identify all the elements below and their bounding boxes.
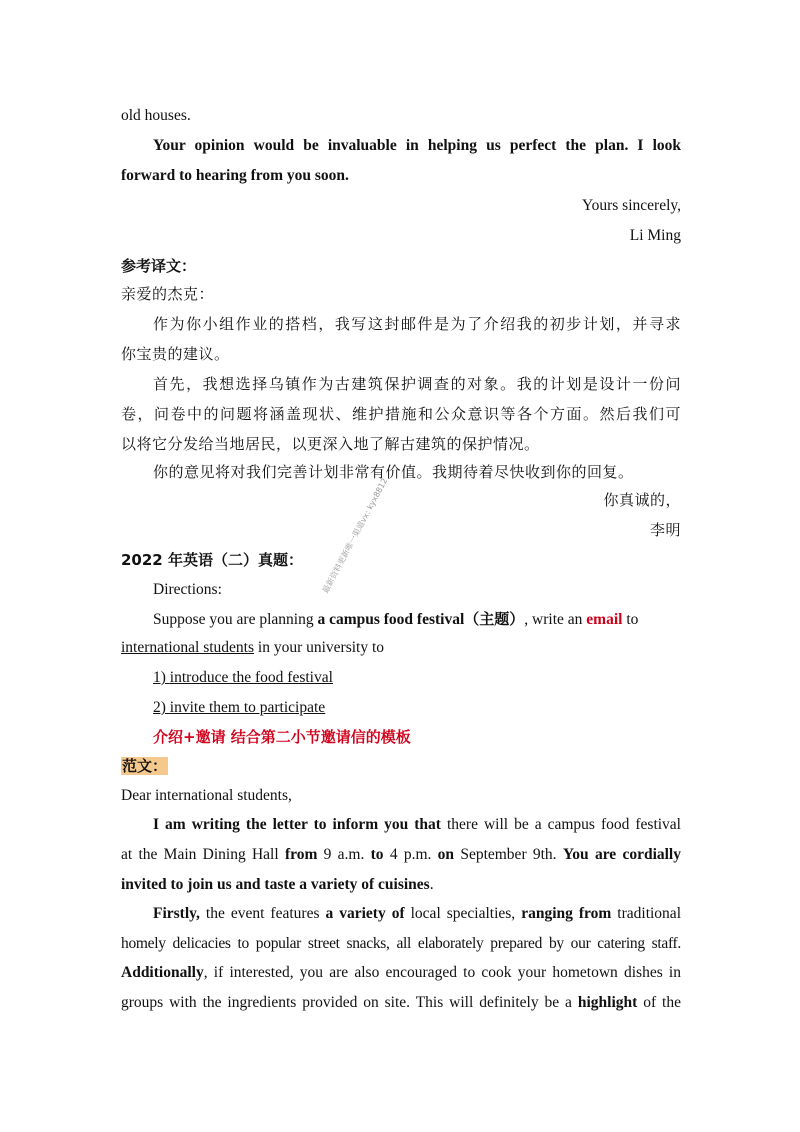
item-number: 2) (153, 699, 170, 716)
text: 你的意见将对我们完善计划非常有价值。我期待着尽快收到你的回复。 (153, 463, 634, 481)
text: 参考译文： (121, 257, 197, 275)
bold-text: I am writing the letter to inform you that (153, 816, 441, 833)
text: 卷，问卷中的问题将涵盖现状、维护措施和公众意识等各个方面。然后我们可 (121, 405, 681, 423)
letter-greeting (121, 786, 681, 806)
paragraph-line (153, 136, 681, 156)
text: in your university to (254, 639, 385, 656)
paragraph-line (153, 904, 681, 924)
text: 你宝贵的建议。 (121, 345, 230, 363)
directions-label (153, 580, 681, 600)
text: old houses. (121, 107, 191, 124)
text: local specialties, (404, 905, 522, 922)
paragraph-line (121, 934, 681, 954)
task-item (153, 698, 681, 718)
text: forward to hearing from you soon. (121, 167, 349, 184)
text: 介绍+邀请 结合第二小节邀请信的模板 (153, 728, 411, 746)
bold-text: highlight (577, 994, 638, 1011)
bold-text: to (370, 846, 384, 863)
text: the event features (199, 905, 326, 922)
text: , if interested, you are also encouraged to cook your hometown dishes in (203, 964, 681, 981)
text: 你真诚的， (603, 491, 681, 509)
task-line (153, 609, 681, 630)
task-line (121, 638, 681, 658)
text: 作为你小组作业的搭档，我写这封邮件是为了介绍我的初步计划，并寻求 (153, 315, 681, 333)
text: . (429, 876, 434, 893)
topic-note: （主题） (464, 610, 525, 628)
translation-line (121, 404, 681, 424)
red-note (153, 727, 681, 747)
bold-text: invited to join us and taste a variety of cuisines (121, 876, 430, 893)
text: 4 p.m. (383, 846, 438, 863)
paragraph-line (121, 993, 681, 1013)
email-keyword: email (586, 611, 623, 628)
letter-closing (121, 196, 681, 216)
bold-text: a variety of (325, 905, 405, 922)
text: September 9th. (454, 846, 563, 863)
translation-greeting (121, 284, 681, 304)
task-item (153, 668, 681, 688)
bold-text: ranging from (521, 905, 612, 922)
text: to (622, 611, 639, 628)
underlined-text: international students (121, 639, 255, 656)
text: 以将它分发给当地居民，以更深入地了解古建筑的保护情况。 (121, 435, 540, 453)
paragraph-line (121, 875, 681, 895)
paragraph-line (121, 963, 681, 983)
text: Your opinion would be invaluable in helping us perfect the plan. I look (153, 137, 681, 154)
bold-text: You are cordially (562, 846, 681, 863)
text: traditional (611, 905, 681, 922)
highlighted-heading: 范文： (122, 757, 168, 775)
text: Li Ming (629, 227, 681, 244)
letter-signature (121, 226, 681, 246)
paragraph-line (153, 815, 681, 835)
translation-line (121, 344, 681, 364)
section-heading (121, 256, 681, 276)
text: at the Main Dining Hall (121, 846, 285, 863)
section-heading (121, 756, 681, 776)
bold-text: Additionally (121, 964, 204, 981)
text: , write an (524, 611, 587, 628)
text: 9 a.m. (317, 846, 371, 863)
text: of the (637, 994, 681, 1011)
translation-line (153, 374, 681, 394)
text: groups with the ingredients provided on site. This will definitely be a (121, 994, 578, 1011)
underlined-text: introduce the food festival (169, 669, 333, 686)
bold-text: Firstly, (153, 905, 200, 922)
watermark-text: 最新资料更新唯一渠道vx: kyx8812 (320, 476, 390, 595)
item-number: 1) (153, 669, 170, 686)
text: 亲爱的杰克： (121, 285, 215, 303)
paragraph-line (121, 166, 681, 186)
text: homely delicacies to popular street snacks, all elaborately prepared by our catering staff. (121, 935, 681, 952)
text: Directions: (153, 581, 222, 598)
translation-line (153, 314, 681, 334)
text: Yours sincerely, (581, 197, 681, 214)
text: 2022 年英语（二）真题： (121, 551, 303, 569)
text: Suppose you are planning (153, 611, 318, 628)
translation-line (121, 434, 681, 454)
topic-text: a campus food festival (317, 611, 465, 628)
text: there will be a campus food festival (440, 816, 681, 833)
section-heading (121, 550, 681, 570)
text: Dear international students, (121, 787, 292, 804)
text: 李明 (649, 521, 681, 539)
bold-text: on (437, 846, 455, 863)
translation-closing (121, 490, 681, 510)
underlined-text: invite them to participate (169, 699, 326, 716)
translation-line (153, 462, 681, 482)
bold-text: from (284, 846, 318, 863)
text-line (121, 106, 681, 126)
text: 首先，我想选择乌镇作为古建筑保护调查的对象。我的计划是设计一份问 (153, 375, 681, 393)
paragraph-line (121, 845, 681, 865)
translation-signature (121, 520, 681, 540)
